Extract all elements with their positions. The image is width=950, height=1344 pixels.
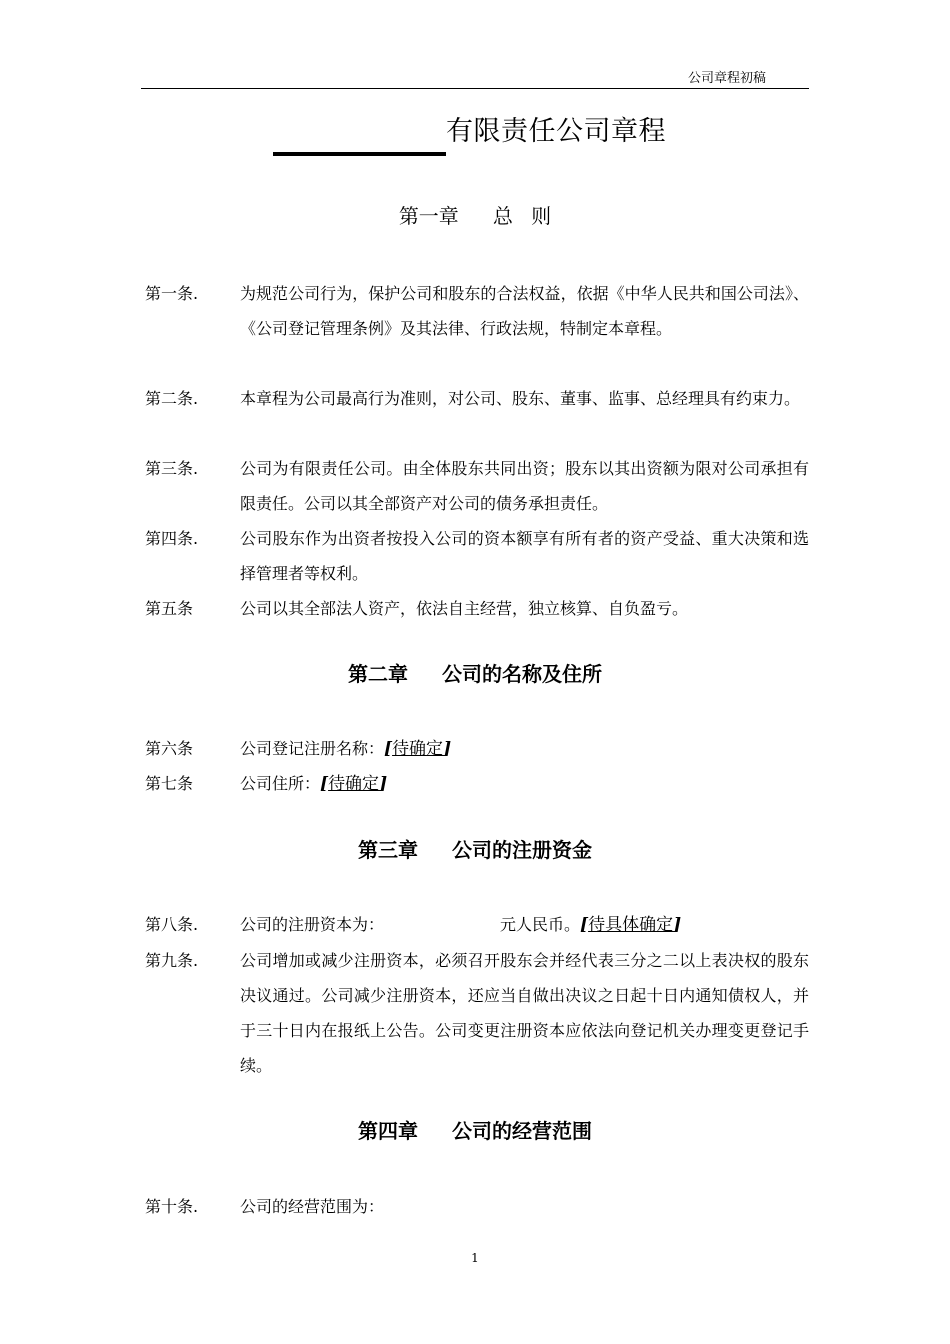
article-9 — [145, 943, 809, 1083]
chapter-title: 总 则 — [492, 204, 552, 228]
article-number: 第一条. — [145, 284, 199, 303]
article-number: 第二条. — [145, 389, 199, 408]
article-2 — [145, 381, 809, 416]
chapter-number: 第二章 — [348, 662, 408, 686]
article-text: 公司增加或减少注册资本，必须召开股东会并经代表三分之二以上表决权的股东决议通过。公司减少注册资本，还应当自做出决议之日起十日内通知债权人，并于三十日内在报纸上公告。公司变更注册资本应依法向登记机关办理变更登记手续。 — [240, 951, 809, 1075]
article-text: 公司住所： — [240, 774, 321, 793]
article-6 — [145, 731, 809, 767]
chapter-number: 第一章 — [398, 204, 459, 228]
article-text: 公司为有限责任公司。由全体股东共同出资；股东以其出资额为限对公司承担有限责任。公司以其全部资产对公司的债务承担责任。 — [240, 459, 809, 513]
tbd-placeholder: [待确定] — [384, 739, 452, 759]
article-number: 第九条. — [145, 951, 199, 970]
chapter-number: 第四章 — [358, 1119, 418, 1143]
page-number: 1 — [471, 1251, 479, 1265]
chapter-heading-1 — [0, 202, 950, 230]
tbd-text: 待确定 — [328, 774, 380, 794]
article-4 — [145, 521, 809, 591]
article-text: 为规范公司行为，保护公司和股东的合法权益，依据《中华人民共和国公司法》、《公司登记管理条例》及其法律、行政法规，特制定本章程。 — [240, 284, 809, 338]
chapter-title: 公司的注册资金 — [452, 838, 592, 862]
article-10 — [145, 1189, 809, 1224]
document-title-row — [273, 112, 666, 156]
chapter-heading-3 — [0, 836, 950, 864]
article-text: 公司的注册资本为： — [240, 915, 385, 934]
article-1 — [145, 276, 809, 346]
article-text: 公司登记注册名称： — [240, 739, 385, 758]
article-text: 本章程为公司最高行为准则，对公司、股东、董事、监事、总经理具有约束力。 — [240, 389, 801, 408]
article-text: 公司股东作为出资者按投入公司的资本额享有所有者的资产受益、重大决策和选择管理者等权利。 — [240, 529, 809, 583]
article-number: 第六条 — [145, 739, 194, 758]
article-8 — [145, 907, 809, 943]
tbd-text: 待具体确定 — [588, 915, 674, 935]
article-3 — [145, 451, 809, 521]
article-number: 第三条. — [145, 459, 199, 478]
document-title: 有限责任公司章程 — [446, 116, 666, 147]
tbd-placeholder: [待具体确定] — [580, 915, 682, 935]
article-number: 第七条 — [145, 774, 194, 793]
article-text: 公司的经营范围为： — [240, 1197, 385, 1216]
chapter-heading-2 — [0, 660, 950, 688]
running-header: 公司章程初稿 — [687, 71, 766, 86]
article-number: 第五条 — [145, 599, 194, 618]
article-number: 第八条. — [145, 915, 199, 934]
tbd-text: 待确定 — [392, 739, 444, 759]
article-text: 公司以其全部法人资产，依法自主经营，独立核算、自负盈亏。 — [240, 599, 689, 618]
article-5 — [145, 591, 809, 626]
chapter-number: 第三章 — [358, 838, 418, 862]
article-text-after-blank: 元人民币。 — [500, 915, 581, 934]
article-7 — [145, 766, 809, 802]
tbd-placeholder: [待确定] — [320, 774, 388, 794]
article-number: 第四条. — [145, 529, 199, 548]
company-name-blank — [273, 152, 446, 156]
chapter-title: 公司的名称及住所 — [442, 662, 602, 686]
header-rule — [141, 88, 809, 89]
chapter-title: 公司的经营范围 — [452, 1119, 592, 1143]
chapter-heading-4 — [0, 1117, 950, 1145]
article-number: 第十条. — [145, 1197, 199, 1216]
